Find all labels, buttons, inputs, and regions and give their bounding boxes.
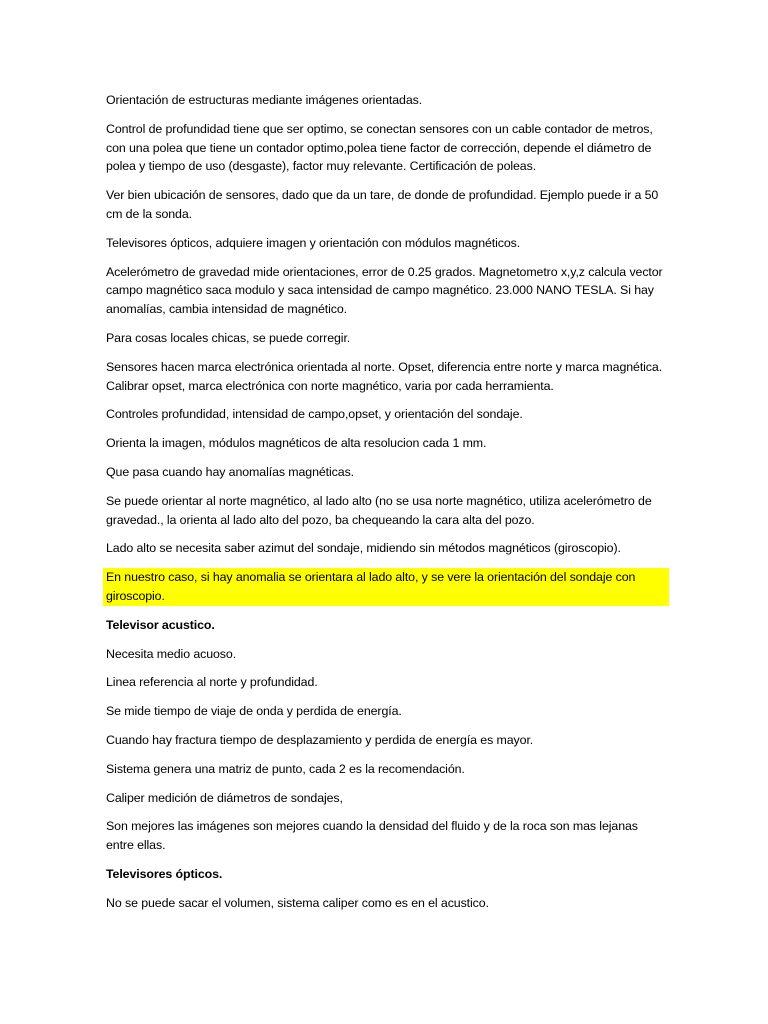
- paragraph-6: Para cosas locales chicas, se puede corregir.: [106, 330, 351, 345]
- paragraph-12: Lado alto se necesita saber azimut del sondaje, midiendo sin métodos magnéticos (giroscopio).: [106, 541, 621, 556]
- paragraph-21: Son mejores las imágenes son mejores cuando la densidad del fluido y de la roca son mas lejanas entre ellas.: [106, 819, 638, 853]
- document-body: [106, 91, 666, 923]
- paragraph-17: Se mide tiempo de viaje de onda y perdida de energía.: [106, 704, 402, 719]
- paragraph-1: Orientación de estructuras mediante imágenes orientadas.: [106, 93, 423, 107]
- highlighted-block: [103, 568, 669, 606]
- paragraph-19: Sistema genera una matriz de punto, cada 2 es la recomendación.: [106, 761, 465, 776]
- paragraph-3: Ver bien ubicación de sensores, dado que da un tare, de donde de profundidad. Ejemplo puede ir a 50 cm de la sonda.: [106, 188, 659, 221]
- paragraph-2: Control de profundidad tiene que ser optimo, se conectan sensores con un cable contador de metros, con una polea que tiene un contador optimo,polea tiene factor de corrección, depende el diámetro de polea y tiempo de uso (desgaste), factor muy relevante. Certificación de poleas.: [106, 121, 653, 174]
- paragraph-16: Linea referencia al norte y profundidad.: [106, 675, 318, 690]
- paragraph-20: Caliper medición de diámetros de sondajes,: [106, 790, 343, 805]
- paragraph-9: Orienta la imagen, módulos magnéticos de alta resolucion cada 1 mm.: [106, 436, 487, 451]
- heading-televisor-acustico: Televisor acustico.: [106, 617, 215, 632]
- paragraph-8: Controles profundidad, intensidad de campo,opset, y orientación del sondaje.: [106, 407, 523, 422]
- paragraph-18: Cuando hay fractura tiempo de desplazamiento y perdida de energía es mayor.: [106, 732, 534, 747]
- paragraph-13-highlighted: En nuestro caso, si hay anomalia se orientara al lado alto, y se vere la orientación del sondaje con giroscopio.: [106, 570, 636, 603]
- paragraph-10: Que pasa cuando hay anomalías magnéticas.: [106, 464, 355, 479]
- heading-televisores-opticos: Televisores ópticos.: [106, 866, 223, 881]
- paragraph-15: Necesita medio acuoso.: [106, 646, 237, 661]
- paragraph-7: Sensores hacen marca electrónica orientada al norte. Opset, diferencia entre norte y marca magnética. Calibrar opset, marca electrónica con norte magnético, varia por cada herramienta.: [106, 359, 663, 393]
- paragraph-11: Se puede orientar al norte magnético, al lado alto (no se usa norte magnético, utiliza acelerómetro de gravedad., la orienta al lado alto del pozo, ba chequeando la cara alta del pozo.: [106, 493, 652, 527]
- paragraph-4: Televisores ópticos, adquiere imagen y orientación con módulos magnéticos.: [106, 235, 521, 250]
- paragraph-5: Acelerómetro de gravedad mide orientaciones, error de 0.25 grados. Magnetometro x,y,z calcula vector campo magnético saca modulo y saca intensidad de campo magnético. 23.000 NANO TESLA. Si hay anomalías, cambia intensidad de magnético.: [106, 264, 663, 317]
- paragraph-23: No se puede sacar el volumen, sistema caliper como es en el acustico.: [106, 895, 489, 910]
